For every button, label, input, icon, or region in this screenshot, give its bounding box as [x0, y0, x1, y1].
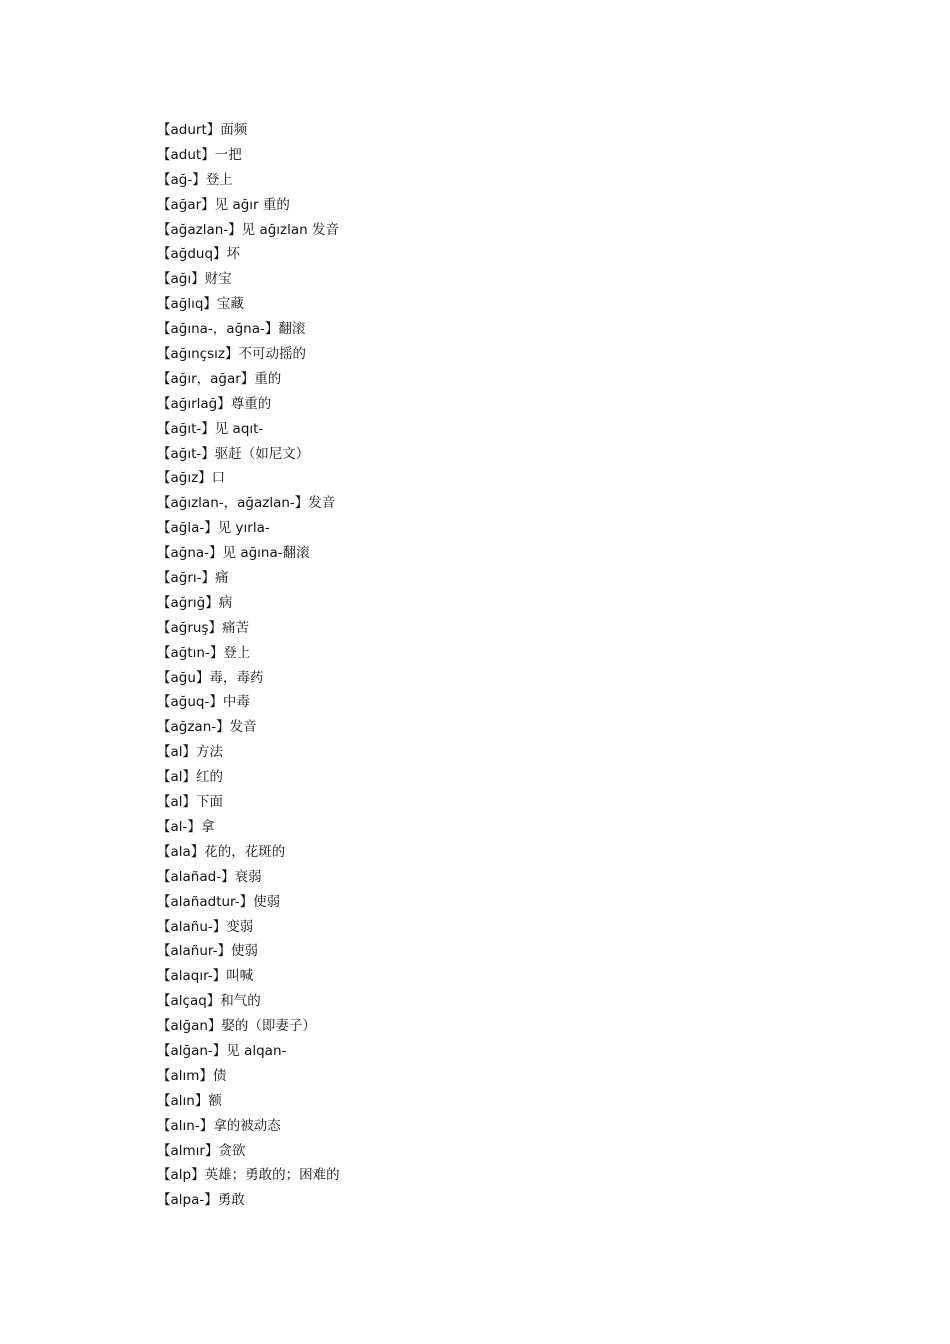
dictionary-entry: 【ağtın-】登上 [157, 644, 251, 661]
dictionary-entry: 【alğan-】见 alqan- [157, 1042, 287, 1059]
dictionary-entry: 【ağazlan-】见 ağızlan 发音 [157, 221, 339, 238]
dictionary-entry: 【ağıt-】驱赶（如尼文） [157, 445, 310, 462]
dictionary-entry: 【almır】贪欲 [157, 1142, 246, 1159]
dictionary-entry: 【adut】一把 [157, 146, 242, 163]
dictionary-entry: 【alañu-】变弱 [157, 918, 254, 935]
dictionary-entry: 【alañad-】衰弱 [157, 868, 262, 885]
dictionary-entry: 【ağır，ağar】重的 [157, 370, 282, 387]
dictionary-entry: 【ağ-】登上 [157, 171, 233, 188]
dictionary-entry: 【alçaq】和气的 [157, 993, 261, 1010]
dictionary-entry: 【al】方法 [157, 744, 224, 761]
dictionary-entry: 【alğan】娶的（即妻子） [157, 1018, 316, 1035]
dictionary-entry: 【al-】拿 [157, 818, 215, 835]
dictionary-entry: 【ağırlağ】尊重的 [157, 395, 272, 412]
dictionary-entry: 【ağınçsız】不可动摇的 [157, 346, 306, 363]
dictionary-entry: 【alp】英雄；勇敢的；困难的 [157, 1167, 340, 1184]
dictionary-entry: 【ağıt-】见 aqıt- [157, 420, 264, 437]
dictionary-entry: 【alım】债 [157, 1067, 227, 1084]
dictionary-entry: 【alın】额 [157, 1092, 222, 1109]
dictionary-entry: 【adurt】面频 [157, 122, 248, 138]
dictionary-entry: 【alın-】拿的被动态 [157, 1117, 281, 1134]
dictionary-entry: 【ala】花的，花斑的 [157, 843, 286, 860]
dictionary-entry: 【ağla-】见 yırla- [157, 520, 270, 537]
dictionary-entry: 【ağına-，ağna-】翻滚 [157, 321, 306, 338]
dictionary-entry: 【ağar】见 ağır 重的 [157, 196, 290, 213]
dictionary-entry: 【ağduq】坏 [157, 246, 241, 263]
dictionary-entry: 【al】下面 [157, 794, 224, 811]
dictionary-entry: 【ağrığ】病 [157, 594, 233, 611]
dictionary-entry: 【alañadtur-】使弱 [157, 893, 281, 910]
dictionary-entry: 【ağı】财宝 [157, 271, 232, 288]
dictionary-entry: 【ağu】毒，毒药 [157, 669, 264, 686]
dictionary-entry: 【alaqır-】叫喊 [157, 968, 254, 985]
dictionary-entry: 【ağuq-】中毒 [157, 694, 250, 711]
dictionary-entry: 【ağızlan-，ağazlan-】发音 [157, 495, 336, 512]
dictionary-entry-list [157, 118, 340, 1213]
dictionary-entry: 【ağna-】见 ağına-翻滚 [157, 545, 310, 562]
dictionary-entry: 【alpa-】勇敢 [157, 1192, 245, 1209]
dictionary-entry: 【ağız】口 [157, 470, 226, 487]
dictionary-entry: 【al】红的 [157, 769, 224, 786]
dictionary-entry: 【ağruş】痛苦 [157, 619, 249, 636]
dictionary-entry: 【ağlıq】宝藏 [157, 296, 244, 313]
dictionary-entry: 【ağrı-】痛 [157, 570, 229, 587]
dictionary-entry: 【alañur-】使弱 [157, 943, 258, 960]
dictionary-entry: 【ağzan-】发音 [157, 719, 257, 736]
